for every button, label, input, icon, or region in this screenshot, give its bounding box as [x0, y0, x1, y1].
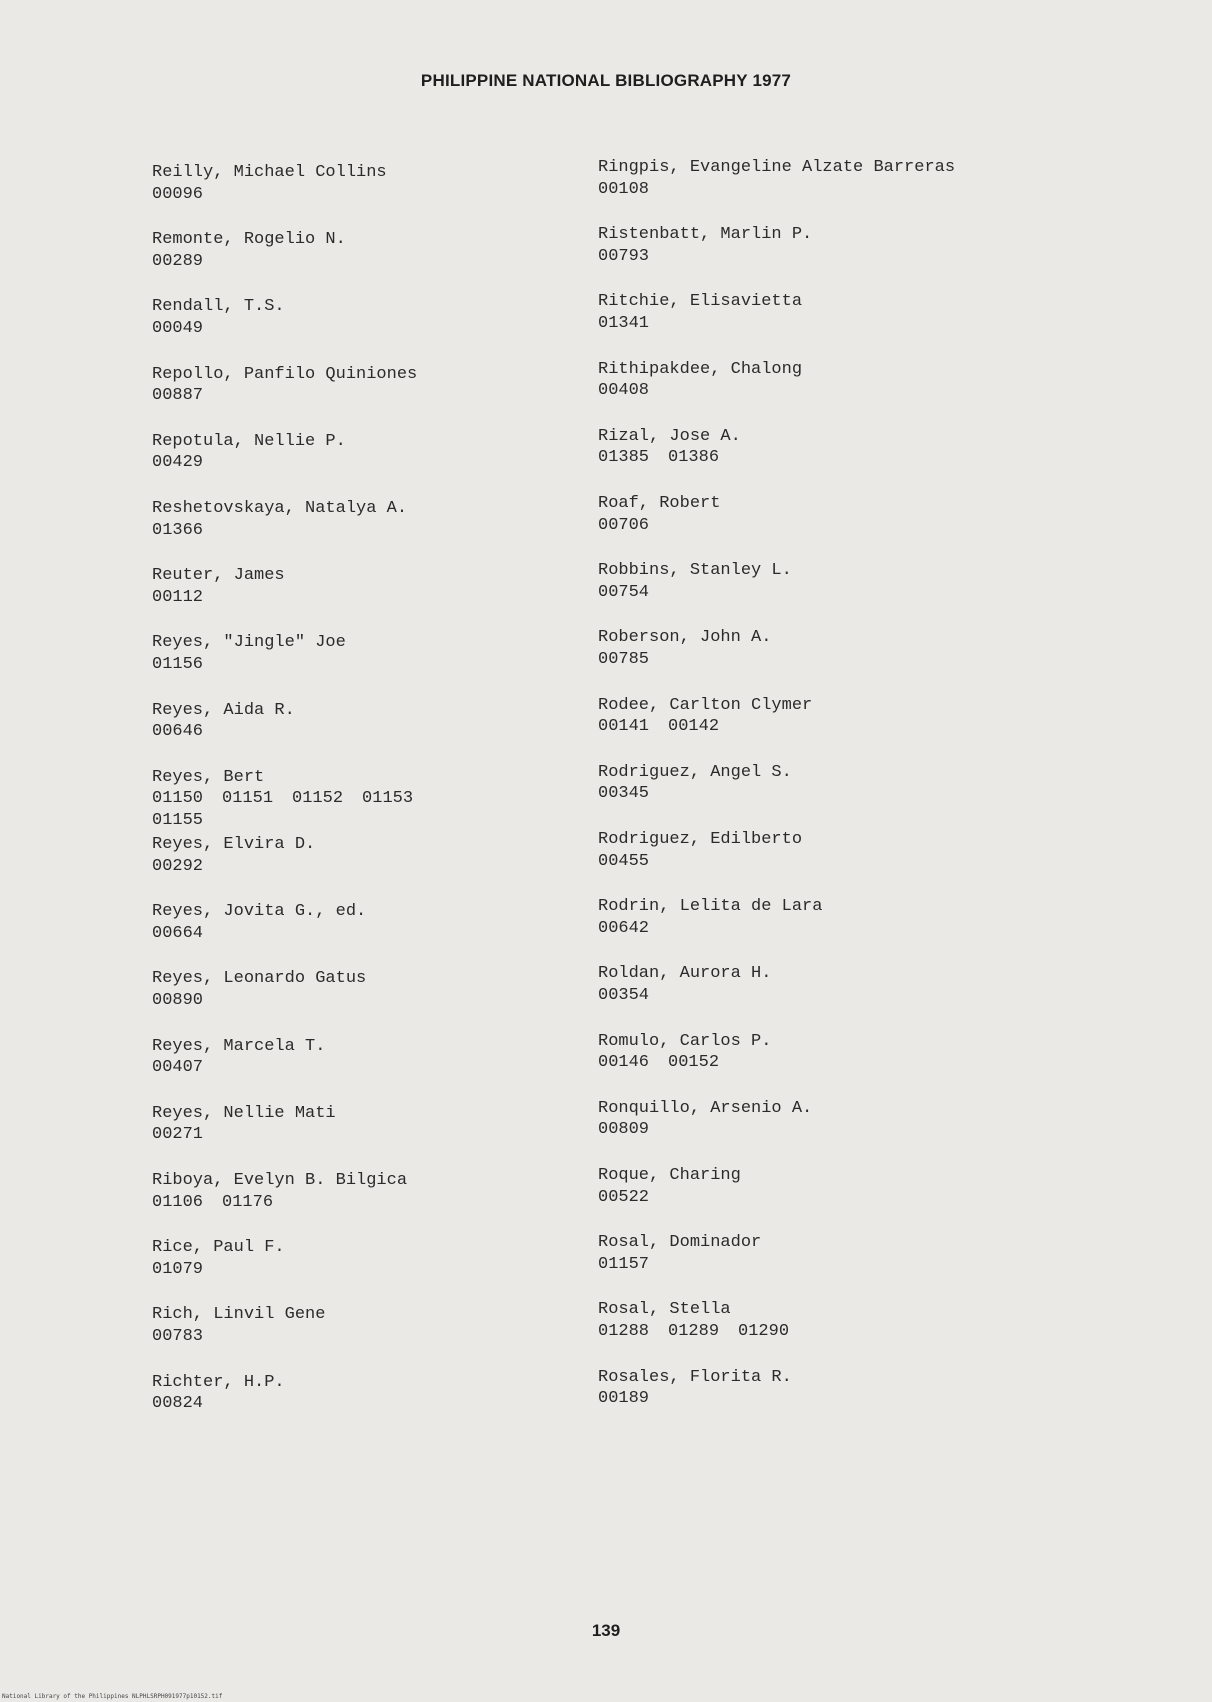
entry-author-name: Roaf, Robert: [598, 494, 721, 513]
entry-author-name: Repollo, Panfilo Quiniones: [152, 364, 418, 384]
entry-record-numbers: [598, 1119, 812, 1141]
entry-record-numbers: [598, 1052, 771, 1074]
record-number: 00271: [152, 1125, 204, 1145]
entry-author-name: Roberson, John A.: [598, 628, 772, 648]
entry-author-name: Robbins, Stanley L.: [598, 561, 792, 581]
entry-author-name: Rice, Paul F.: [152, 1238, 285, 1258]
index-entry: [598, 963, 771, 1006]
entry-record-numbers: [598, 985, 771, 1007]
record-number: 01288: [598, 1321, 650, 1341]
entry-author-name: Reyes, Bert: [152, 767, 265, 787]
page-title: PHILIPPINE NATIONAL BIBLIOGRAPHY 1977: [420, 71, 792, 90]
entry-record-numbers: [152, 318, 285, 340]
record-number: 00049: [152, 318, 204, 338]
index-entry: [152, 1372, 285, 1415]
entry-record-numbers: [152, 385, 417, 407]
entry-record-numbers: [598, 716, 812, 738]
entry-author-name: Ristenbatt, Marlin P.: [598, 225, 813, 245]
entry-author-name: Roldan, Aurora H.: [598, 964, 772, 984]
entry-author-name: Ronquillo, Arsenio A.: [598, 1098, 813, 1118]
index-entry: [152, 1237, 285, 1280]
entry-record-numbers: [152, 990, 366, 1012]
record-number: 00408: [598, 381, 650, 401]
entry-author-name: Reilly, Michael Collins: [152, 163, 387, 182]
page-number: 139: [591, 1621, 621, 1640]
index-entry: [152, 364, 417, 407]
entry-record-numbers: [598, 246, 812, 268]
index-entry: [598, 695, 812, 738]
entry-author-name: Romulo, Carlos P.: [598, 1031, 772, 1051]
index-entry: [598, 1165, 741, 1208]
entry-author-name: Repotula, Nellie P.: [152, 431, 346, 451]
entry-author-name: Rosal, Dominador: [598, 1233, 762, 1253]
record-number: 00354: [598, 985, 650, 1005]
record-number: 01153: [362, 789, 414, 809]
record-number: 01155: [152, 810, 204, 830]
index-entry: [152, 834, 315, 877]
record-number: 00142: [668, 717, 720, 737]
record-number: 00455: [598, 851, 650, 871]
entry-record-numbers: [152, 452, 346, 474]
entry-record-numbers: [152, 1057, 325, 1079]
record-number: 00141: [598, 717, 650, 737]
entry-record-numbers: [152, 184, 387, 206]
entry-record-numbers: [598, 582, 792, 604]
index-entry: [152, 229, 346, 272]
record-number: 01386: [668, 448, 720, 468]
entry-record-numbers-continued: [152, 810, 432, 832]
record-number: 00646: [152, 722, 204, 742]
entry-record-numbers: [152, 788, 432, 810]
record-number: 01106: [152, 1192, 204, 1212]
record-number: 01079: [152, 1259, 204, 1279]
record-number: 00096: [152, 184, 204, 204]
entry-record-numbers: [598, 515, 720, 537]
index-entry: [152, 1036, 325, 1079]
record-number: 00522: [598, 1187, 650, 1207]
index-entry: [152, 767, 432, 832]
record-number: 00189: [598, 1389, 650, 1409]
record-number: 01151: [222, 789, 274, 809]
index-entry: [598, 359, 802, 402]
entry-record-numbers: [152, 1124, 336, 1146]
index-entry: [598, 762, 792, 805]
record-number: 00783: [152, 1326, 204, 1346]
record-number: 00152: [668, 1053, 720, 1073]
index-entry: [598, 829, 802, 872]
entry-record-numbers: [152, 923, 366, 945]
entry-author-name: Rizal, Jose A.: [598, 426, 741, 446]
record-number: 00785: [598, 649, 650, 669]
index-entry: [598, 1098, 812, 1141]
entry-author-name: Reyes, Marcela T.: [152, 1036, 326, 1056]
index-entry: [598, 1367, 792, 1410]
entry-record-numbers: [598, 179, 955, 201]
entry-record-numbers: [598, 1321, 808, 1343]
index-entry: [598, 157, 955, 200]
record-number: 00345: [598, 784, 650, 804]
entry-author-name: Rithipakdee, Chalong: [598, 359, 803, 379]
record-number: 00890: [152, 990, 204, 1010]
entry-author-name: Rosal, Stella: [598, 1300, 731, 1320]
record-number: 01290: [738, 1321, 790, 1341]
entry-record-numbers: [152, 251, 346, 273]
record-number: 01366: [152, 520, 204, 540]
record-number: 01157: [598, 1254, 650, 1274]
entry-author-name: Reyes, Leonardo Gatus: [152, 969, 367, 989]
index-entry: [598, 1031, 771, 1074]
entry-record-numbers: [152, 1259, 285, 1281]
index-entry: [598, 493, 720, 536]
record-number: 01385: [598, 448, 650, 468]
entry-author-name: Roque, Charing: [598, 1166, 741, 1185]
index-entry: [598, 896, 822, 939]
record-number: 00289: [152, 251, 204, 271]
entry-record-numbers: [598, 447, 741, 469]
record-number: 00664: [152, 923, 204, 943]
index-entry: [152, 1304, 325, 1347]
entry-author-name: Richter, H.P.: [152, 1372, 285, 1392]
entry-record-numbers: [598, 918, 822, 940]
record-number: 00112: [152, 587, 204, 607]
entry-author-name: Rodriguez, Edilberto: [598, 830, 803, 849]
index-entry: [152, 498, 407, 541]
index-entry: [598, 224, 812, 267]
entry-author-name: Reyes, Jovita G., ed.: [152, 902, 367, 922]
entry-record-numbers: [598, 313, 802, 335]
entry-author-name: Reyes, "Jingle" Joe: [152, 633, 346, 653]
record-number: 00887: [152, 386, 204, 406]
index-entry: [152, 565, 285, 608]
entry-author-name: Ritchie, Elisavietta: [598, 292, 803, 312]
index-entry: [152, 968, 366, 1011]
index-entry: [152, 296, 285, 339]
entry-record-numbers: [598, 783, 792, 805]
entry-author-name: Rendall, T.S.: [152, 297, 285, 317]
index-entry: [598, 291, 802, 334]
record-number: 00824: [152, 1394, 204, 1414]
index-entry: [598, 1299, 808, 1342]
index-entry: [598, 426, 741, 469]
index-entry: [598, 1232, 761, 1275]
scan-footer: National Library of the Philippines NLPHLSRPH091977p10152.tif: [2, 1693, 223, 1700]
entry-author-name: Reyes, Elvira D.: [152, 835, 316, 854]
entry-record-numbers: [598, 649, 771, 671]
record-number: 00407: [152, 1058, 204, 1078]
record-number: 00146: [598, 1053, 650, 1073]
entry-record-numbers: [152, 587, 285, 609]
entry-record-numbers: [152, 654, 346, 676]
entry-author-name: Riboya, Evelyn B. Bilgica: [152, 1171, 408, 1190]
index-entry: [152, 1103, 336, 1146]
entry-author-name: Ringpis, Evangeline Alzate Barreras: [598, 158, 956, 177]
entry-author-name: Rodriguez, Angel S.: [598, 762, 792, 782]
entry-record-numbers: [152, 1326, 325, 1348]
entry-author-name: Remonte, Rogelio N.: [152, 230, 346, 250]
index-entry: [152, 632, 346, 675]
entry-record-numbers: [598, 1254, 761, 1276]
entry-record-numbers: [598, 1388, 792, 1410]
entry-record-numbers: [598, 1187, 741, 1209]
entry-record-numbers: [598, 851, 802, 873]
index-entry: [598, 627, 771, 670]
record-number: 00642: [598, 918, 650, 938]
entry-author-name: Reyes, Aida R.: [152, 700, 295, 720]
index-entry: [152, 431, 346, 474]
entry-author-name: Rich, Linvil Gene: [152, 1305, 326, 1325]
entry-author-name: Rodee, Carlton Clymer: [598, 695, 813, 715]
record-number: 01156: [152, 654, 204, 674]
record-number: 00793: [598, 246, 650, 266]
record-number: 01150: [152, 789, 204, 809]
entry-author-name: Rosales, Florita R.: [598, 1367, 792, 1387]
record-number: 01289: [668, 1321, 720, 1341]
entry-record-numbers: [598, 380, 802, 402]
index-entry: [152, 901, 366, 944]
record-number: 01152: [292, 789, 344, 809]
entry-record-numbers: [152, 1192, 407, 1214]
record-number: 00706: [598, 515, 650, 535]
record-number: 00809: [598, 1120, 650, 1140]
entry-author-name: Reyes, Nellie Mati: [152, 1103, 336, 1123]
index-entry: [152, 700, 295, 743]
index-entry: [598, 560, 792, 603]
record-number: 00754: [598, 582, 650, 602]
entry-record-numbers: [152, 1393, 285, 1415]
entry-record-numbers: [152, 721, 295, 743]
entry-author-name: Rodrin, Lelita de Lara: [598, 897, 823, 917]
record-number: 00429: [152, 453, 204, 473]
entry-record-numbers: [152, 520, 407, 542]
record-number: 01341: [598, 313, 650, 333]
index-entry: [152, 162, 387, 205]
entry-author-name: Reuter, James: [152, 566, 285, 586]
index-entry: [152, 1170, 407, 1213]
record-number: 00292: [152, 856, 204, 876]
record-number: 01176: [222, 1192, 274, 1212]
entry-author-name: Reshetovskaya, Natalya A.: [152, 499, 408, 518]
record-number: 00108: [598, 179, 650, 199]
entry-record-numbers: [152, 856, 315, 878]
